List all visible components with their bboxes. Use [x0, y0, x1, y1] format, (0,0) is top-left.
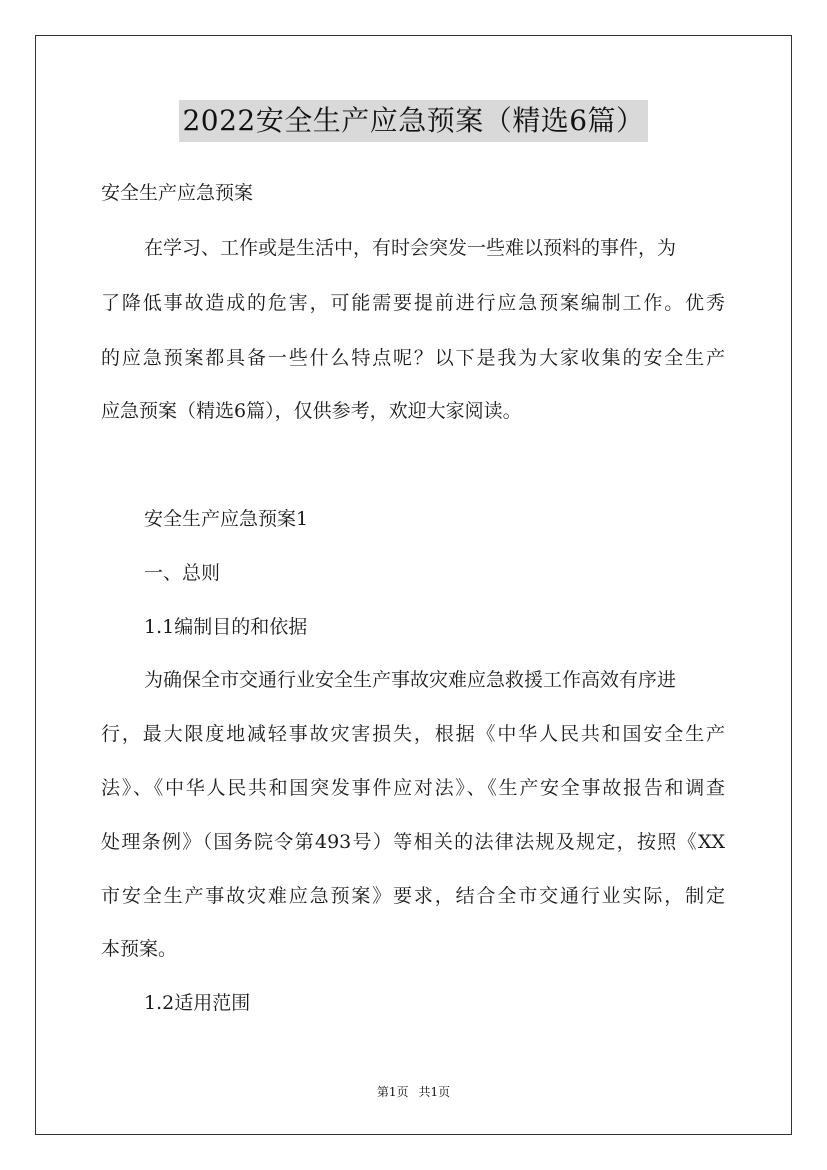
page-footer	[0, 1084, 827, 1100]
body-line-3: 法》、《中华人民共和国突发事件应对法》、《生产安全事故报告和调查	[101, 777, 725, 799]
document-title: 2022安全生产应急预案（精选6篇）	[179, 100, 647, 142]
section-heading: 安全生产应急预案1	[144, 508, 309, 530]
body-line-4: 处理条例》（国务院令第493号）等相关的法律法规及规定，按照《XX	[101, 831, 725, 853]
intro-line-4: 应急预案（精选6篇），仅供参考，欢迎大家阅读。	[101, 400, 522, 422]
chapter-heading: 一、总则	[144, 562, 221, 584]
page-total: 共1页	[418, 1085, 451, 1099]
document-subtitle: 安全生产应急预案	[101, 182, 254, 204]
body-line-6: 本预案。	[101, 938, 178, 960]
subsection-heading-1: 1.1编制目的和依据	[144, 616, 308, 638]
page-number: 第1页	[376, 1085, 409, 1099]
body-line-5: 市安全生产事故灾难应急预案》要求，结合全市交通行业实际，制定	[101, 885, 725, 907]
body-line-1: 为确保全市交通行业安全生产事故灾难应急救援工作高效有序进	[144, 669, 677, 691]
intro-line-1: 在学习、工作或是生活中，有时会突发一些难以预料的事件，为	[144, 237, 677, 259]
intro-line-3: 的应急预案都具备一些什么特点呢？以下是我为大家收集的安全生产	[101, 347, 725, 369]
intro-line-2: 了降低事故造成的危害，可能需要提前进行应急预案编制工作。优秀	[101, 292, 725, 314]
subsection-heading-2: 1.2适用范围	[144, 992, 251, 1014]
body-line-2: 行，最大限度地减轻事故灾害损失，根据《中华人民共和国安全生产	[101, 723, 725, 745]
title-container	[0, 100, 827, 142]
